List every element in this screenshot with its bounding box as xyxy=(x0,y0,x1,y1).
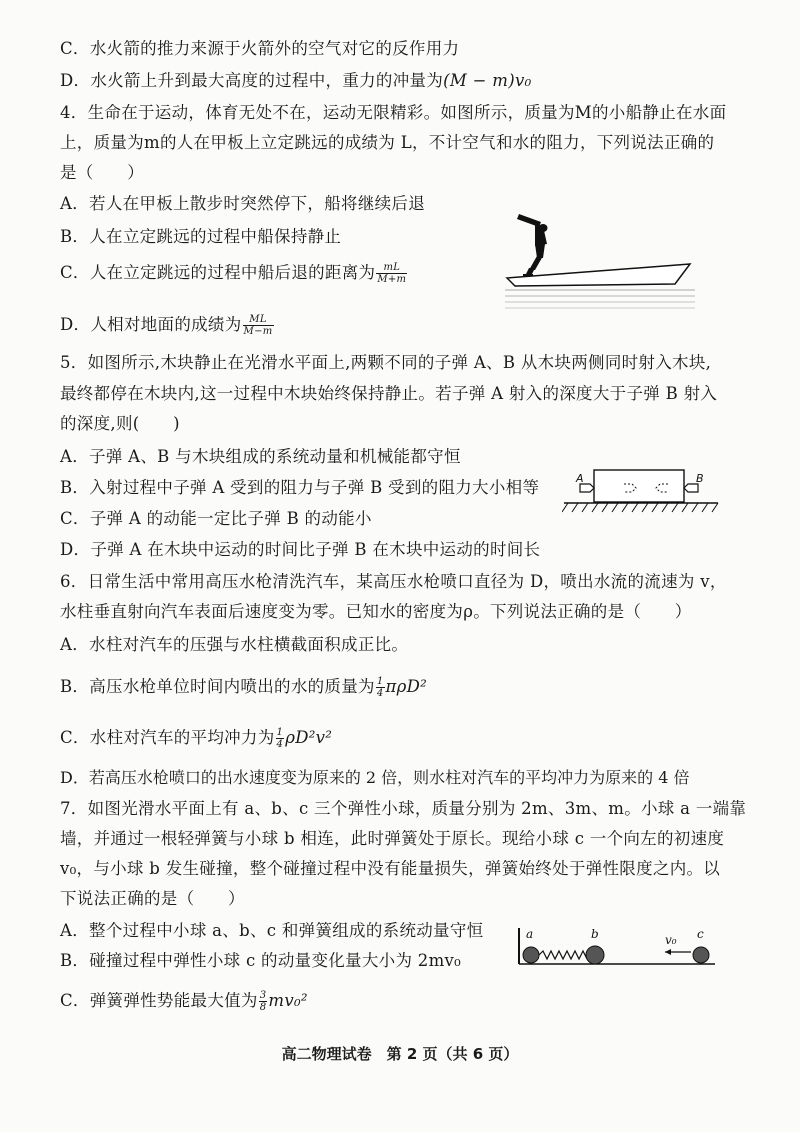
fraction-denominator: 4 xyxy=(376,688,384,699)
fraction-numerator: 3 xyxy=(259,990,267,1001)
q7-option-c-fraction xyxy=(259,990,268,1013)
q6-option-b-math: πρD² xyxy=(385,677,428,696)
ball-a-label: a xyxy=(526,927,534,941)
jumper-silhouette xyxy=(517,214,548,277)
ball-b xyxy=(586,946,604,964)
block-bullets-figure xyxy=(562,462,722,520)
q3-option-d-text: D．水火箭上升到最大高度的过程中，重力的冲量为 xyxy=(60,71,444,90)
spring xyxy=(539,951,587,959)
q4-option-c-fraction xyxy=(376,262,407,285)
q6-stem-line2: 水柱垂直射向汽车表面后速度变为零。已知水的密度为ρ。下列说法正确的是（ ） xyxy=(60,602,692,621)
q7-stem-line3: v₀，与小球 b 发生碰撞，整个碰撞过程中没有能量损失，弹簧始终处于弹性限度之内。以 xyxy=(60,859,721,878)
q7-stem-line4: 下说法正确的是（ ） xyxy=(60,889,245,908)
q3-option-d-math: (M − m)v₀ xyxy=(443,71,532,90)
fraction-numerator: mL xyxy=(376,262,407,274)
boat-jumper-figure xyxy=(505,200,705,325)
fraction-denominator: 4 xyxy=(276,739,284,750)
water-surface xyxy=(505,289,695,309)
fraction-numerator: 1 xyxy=(276,727,284,738)
q5-option-a: A．子弹 A、B 与木块组成的系统动量和机械能都守恒 xyxy=(60,447,461,466)
velocity-label: v₀ xyxy=(665,933,677,947)
q4-stem-line3: 是（ ） xyxy=(60,163,144,182)
q5-option-c: C．子弹 A 的动能一定比子弹 B 的动能小 xyxy=(60,509,372,528)
ball-c-label: c xyxy=(697,927,704,941)
q6-option-c-math: ρD²v² xyxy=(285,728,333,747)
q6-stem-line1: 6．日常生活中常用高压水枪清洗汽车，某高压水枪喷口直径为 D，喷出水流的流速为 v， xyxy=(60,572,727,591)
wood-block xyxy=(594,470,684,502)
q4-option-d xyxy=(60,314,275,337)
q7-option-a: A．整个过程中小球 a、b、c 和弹簧组成的系统动量守恒 xyxy=(60,921,484,940)
q7-stem-line2: 墙，并通过一根轻弹簧与小球 b 相连，此时弹簧处于原长。现给小球 c 一个向左的初速度 xyxy=(60,829,725,848)
q6-option-c xyxy=(60,727,332,750)
velocity-arrowhead xyxy=(665,949,671,955)
page-footer: 高二物理试卷 第 2 页（共 6 页） xyxy=(281,1045,519,1063)
q5-option-b: B．入射过程中子弹 A 受到的阻力与子弹 B 受到的阻力大小相等 xyxy=(60,478,540,497)
q5-stem-line3: 的深度,则( ) xyxy=(60,414,180,433)
q6-option-c-text: C．水柱对汽车的平均冲力为 xyxy=(60,728,275,747)
q3-option-c: C．水火箭的推力来源于火箭外的空气对它的反作用力 xyxy=(60,39,460,58)
q4-stem-line1: 4．生命在于运动，体育无处不在，运动无限精彩。如图所示，质量为M的小船静止在水面 xyxy=(60,103,727,122)
q7-stem-line1: 7．如图光滑水平面上有 a、b、c 三个弹性小球，质量分别为 2m、3m、m。小球 a 一端靠 xyxy=(60,799,747,818)
ball-c xyxy=(693,947,709,963)
q6-option-a: A．水柱对汽车的压强与水柱横截面积成正比。 xyxy=(60,635,409,654)
bullet-a-label: A xyxy=(576,472,584,485)
fraction-numerator: ML xyxy=(243,314,274,326)
q7-option-c xyxy=(60,990,308,1013)
q4-stem-line2: 上，质量为m的人在甲板上立定跳远的成绩为 L，不计空气和水的阻力，下列说法正确的 xyxy=(60,133,715,152)
q4-option-a: A．若人在甲板上散步时突然停下，船将继续后退 xyxy=(60,194,426,213)
q6-option-b xyxy=(60,676,427,699)
q4-option-c-text: C．人在立定跳远的过程中船后退的距离为 xyxy=(60,263,376,282)
fraction-denominator: M−m xyxy=(243,326,273,337)
q4-option-d-text: D．人相对地面的成绩为 xyxy=(60,315,242,334)
bullet-a xyxy=(580,484,594,492)
q7-option-c-text: C．弹簧弹性势能最大值为 xyxy=(60,991,258,1010)
q6-option-b-text: B．高压水枪单位时间内喷出的水的质量为 xyxy=(60,677,375,696)
fraction-numerator: 1 xyxy=(376,676,384,687)
q4-option-c xyxy=(60,262,408,285)
q5-stem-line1: 5．如图所示,木块静止在光滑水平面上,两颗不同的子弹 A、B 从木块两侧同时射入木块, xyxy=(60,353,712,372)
fraction-denominator: 8 xyxy=(259,1002,267,1013)
q6-option-d: D．若高压水枪喷口的出水速度变为原来的 2 倍，则水柱对汽车的平均冲力为原来的 4 倍 xyxy=(60,768,690,787)
q4-option-b: B．人在立定跳远的过程中船保持静止 xyxy=(60,227,342,246)
q7-option-c-math: mv₀² xyxy=(268,991,308,1010)
q5-option-d: D．子弹 A 在木块中运动的时间比子弹 B 在木块中运动的时间长 xyxy=(60,540,541,559)
q7-option-b: B．碰撞过程中弹性小球 c 的动量变化量大小为 2mv₀ xyxy=(60,951,462,970)
q3-option-d xyxy=(60,70,532,92)
q6-option-b-fraction xyxy=(376,676,385,699)
ground-hatching xyxy=(562,503,718,512)
spring-balls-figure xyxy=(515,922,720,974)
q6-option-c-fraction xyxy=(276,727,285,750)
q4-option-d-fraction xyxy=(243,314,274,337)
q5-stem-line2: 最终都停在木块内,这一过程中木块始终保持静止。若子弹 A 射入的深度大于子弹 B 射入 xyxy=(60,384,718,403)
ball-b-label: b xyxy=(591,927,599,941)
fraction-denominator: M+m xyxy=(377,274,407,285)
bullet-b-label: B xyxy=(696,472,704,485)
ball-a xyxy=(523,947,539,963)
bullet-b xyxy=(684,484,698,492)
